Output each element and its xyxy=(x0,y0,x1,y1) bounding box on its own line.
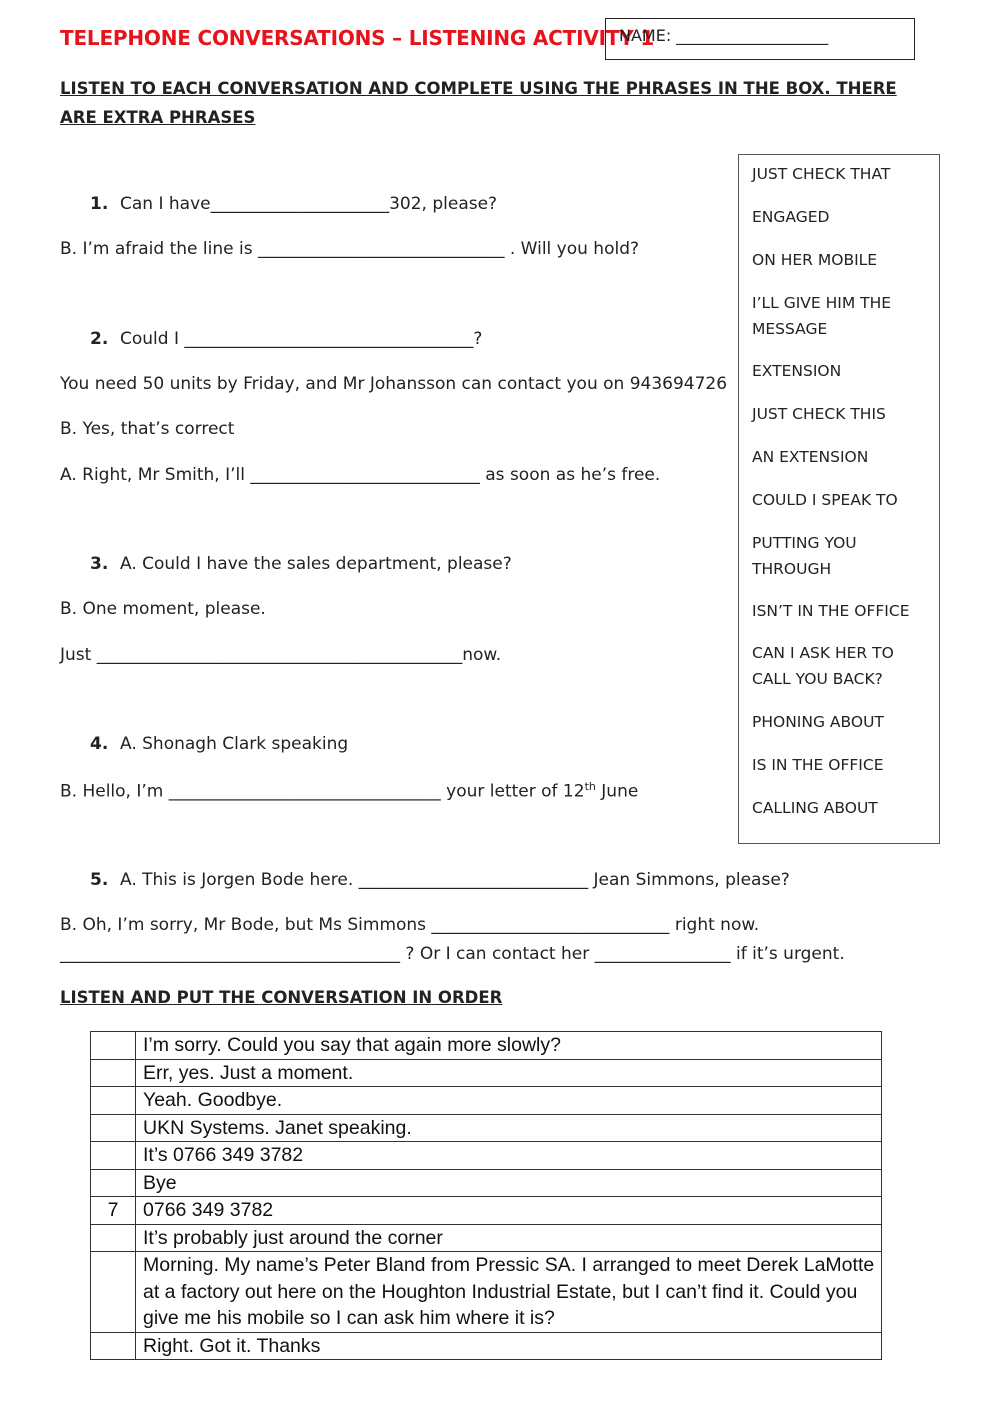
q2-number: 2. xyxy=(90,329,109,349)
q5-number: 5. xyxy=(90,870,109,890)
q1-text-a: Can I have_____________________302, please? xyxy=(120,194,498,214)
q3-text-a: A. Could I have the sales department, please? xyxy=(120,554,512,574)
order-text-cell: I’m sorry. Could you say that again more slowly? xyxy=(136,1032,882,1060)
phrase-item: CALLING ABOUT xyxy=(752,799,878,817)
order-text-cell: 0766 349 3782 xyxy=(136,1197,882,1225)
q5-line-b: B. Oh, I’m sorry, Mr Bode, but Ms Simmons ____________________________ right now. xyxy=(60,915,760,935)
phrase-item: JUST CHECK THIS xyxy=(752,405,886,423)
order-text-cell: Err, yes. Just a moment. xyxy=(136,1059,882,1087)
order-heading: LISTEN AND PUT THE CONVERSATION IN ORDER xyxy=(60,988,503,1007)
q5-line-a xyxy=(90,870,790,890)
phrase-item: ON HER MOBILE xyxy=(752,251,878,269)
page-title: TELEPHONE CONVERSATIONS – LISTENING ACTIVITY 1 xyxy=(60,26,655,50)
order-number-cell[interactable] xyxy=(91,1142,136,1170)
q2-text-a: Could I __________________________________? xyxy=(120,329,483,349)
q2-line-2: B. Yes, that’s correct xyxy=(60,419,235,439)
q4-line-a xyxy=(90,734,348,754)
phrase-item: ISN’T IN THE OFFICE xyxy=(752,602,910,620)
order-text-cell: It’s 0766 349 3782 xyxy=(136,1142,882,1170)
phrase-item: IS IN THE OFFICE xyxy=(752,756,884,774)
name-field[interactable] xyxy=(605,18,915,60)
table-row xyxy=(91,1059,882,1087)
order-number-cell[interactable] xyxy=(91,1224,136,1252)
table-row xyxy=(91,1224,882,1252)
phrase-item: ENGAGED xyxy=(752,208,830,226)
q1-line-a xyxy=(90,194,497,214)
q2-line-1: You need 50 units by Friday, and Mr Johansson can contact you on 943694726 xyxy=(60,374,728,394)
q1-number: 1. xyxy=(90,194,109,214)
order-table xyxy=(90,1031,882,1360)
order-number-cell[interactable]: 7 xyxy=(91,1197,136,1225)
phrase-item: COULD I SPEAK TO xyxy=(752,491,898,509)
order-number-cell[interactable] xyxy=(91,1332,136,1360)
q3-line-a xyxy=(90,554,512,574)
q5-line-c: ________________________________________ ? Or I can contact her ________________ if it’s urgent. xyxy=(60,944,845,964)
phrase-item: PUTTING YOU THROUGH xyxy=(752,534,857,578)
table-row xyxy=(91,1169,882,1197)
order-text-cell: It’s probably just around the corner xyxy=(136,1224,882,1252)
order-text-cell: Bye xyxy=(136,1169,882,1197)
phrase-item: EXTENSION xyxy=(752,362,842,380)
phrase-box xyxy=(738,154,940,844)
q4-superscript: th xyxy=(584,780,596,793)
phrase-item: AN EXTENSION xyxy=(752,448,869,466)
phrase-item: I’LL GIVE HIM THE MESSAGE xyxy=(752,294,892,338)
table-row xyxy=(91,1332,882,1360)
table-row xyxy=(91,1142,882,1170)
order-text-cell: UKN Systems. Janet speaking. xyxy=(136,1114,882,1142)
phrase-item: CAN I ASK HER TO CALL YOU BACK? xyxy=(752,644,894,688)
table-row xyxy=(91,1114,882,1142)
q2-line-a xyxy=(90,329,482,349)
q4-line-b xyxy=(60,780,638,802)
instructions: LISTEN TO EACH CONVERSATION AND COMPLETE USING THE PHRASES IN THE BOX. THERE ARE EXTRA PHRASES xyxy=(60,79,897,127)
q3-number: 3. xyxy=(90,554,109,574)
table-row xyxy=(91,1087,882,1115)
q3-line-b: B. One moment, please. xyxy=(60,599,266,619)
q2-line-3: A. Right, Mr Smith, I’ll ___________________________ as soon as he’s free. xyxy=(60,465,661,485)
order-number-cell[interactable] xyxy=(91,1032,136,1060)
table-row xyxy=(91,1197,882,1225)
order-number-cell[interactable] xyxy=(91,1169,136,1197)
table-row xyxy=(91,1032,882,1060)
q3-line-c: Just ___________________________________________now. xyxy=(60,645,502,665)
q4-text-b: B. Hello, I’m ________________________________ your letter of 12 xyxy=(60,781,585,802)
q4-text-a: A. Shonagh Clark speaking xyxy=(120,734,349,754)
order-number-cell[interactable] xyxy=(91,1252,136,1333)
table-row xyxy=(91,1252,882,1333)
order-text-cell: Yeah. Goodbye. xyxy=(136,1087,882,1115)
order-text-cell: Morning. My name’s Peter Bland from Pressic SA. I arranged to meet Derek LaMotte at a factory out here on the Houghton Industrial Estate, but I can’t find it. Could you give me his mobile so I can ask him where it is? xyxy=(136,1252,882,1333)
q4-number: 4. xyxy=(90,734,109,754)
name-label: NAME: ___________________ xyxy=(619,26,829,45)
order-number-cell[interactable] xyxy=(91,1087,136,1115)
q5-text-a: A. This is Jorgen Bode here. ___________________________ Jean Simmons, please? xyxy=(120,870,790,890)
order-number-cell[interactable] xyxy=(91,1114,136,1142)
order-number-cell[interactable] xyxy=(91,1059,136,1087)
phrase-item: PHONING ABOUT xyxy=(752,713,884,731)
q4-text-b-end: June xyxy=(595,781,639,802)
phrase-item: JUST CHECK THAT xyxy=(752,165,891,183)
order-text-cell: Right. Got it. Thanks xyxy=(136,1332,882,1360)
q1-line-b: B. I’m afraid the line is _____________________________ . Will you hold? xyxy=(60,239,640,259)
